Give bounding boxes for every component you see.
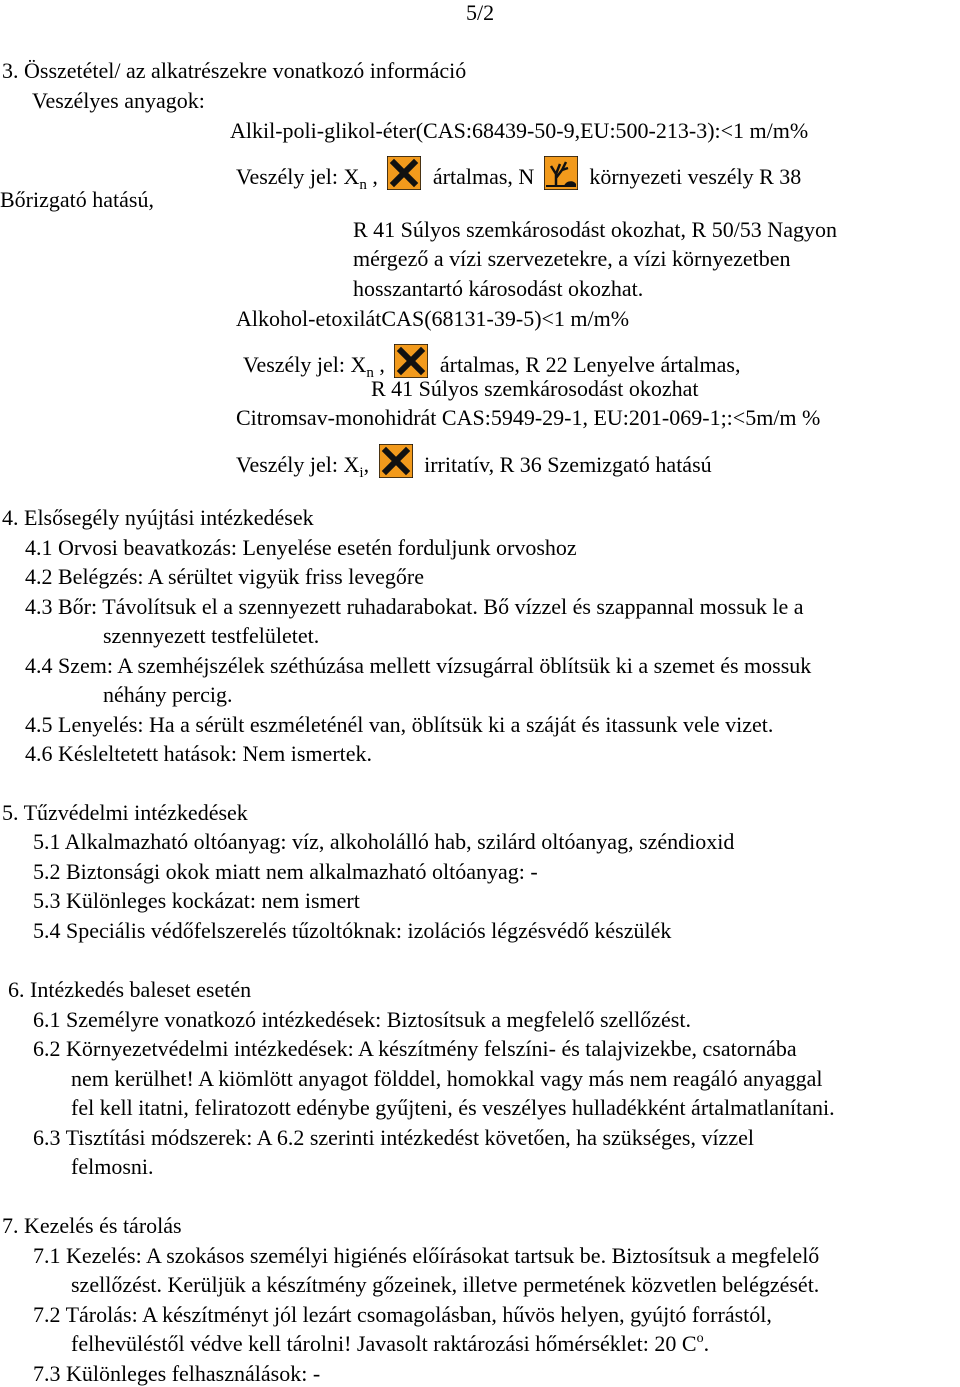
r41-line-3: hosszantartó károsodást okozhat. xyxy=(353,276,644,301)
section-3-subtitle: Veszélyes anyagok: xyxy=(32,88,205,113)
harmful-text: ártalmas, R 22 Lenyelve ártalmas, xyxy=(439,352,741,377)
section-7-storage-temp xyxy=(71,1331,709,1361)
symbol-label: Veszély jel: X xyxy=(236,452,360,477)
symbol-separator: , xyxy=(366,164,378,189)
section-3-title: 3. Összetétel/ az alkatrészekre vonatkozó információ xyxy=(2,58,467,83)
section-7-item: 7.2 Tárolás: A készítményt jól lezárt csomagolásban, hűvös helyen, gyújtó forrástól, xyxy=(33,1302,772,1327)
environment-text: környezeti veszély R 38 xyxy=(589,164,802,189)
harmful-text: ártalmas, N xyxy=(432,164,535,189)
section-7-item-continuation: szellőzést. Kerüljük a készítmény gőzeinek, illetve permetének közvetlen belégzését. xyxy=(71,1272,820,1297)
storage-temp-end: . xyxy=(703,1331,710,1356)
section-6-item: 6.1 Személyre vonatkozó intézkedések: Biztosítsuk a megfelelő szellőzést. xyxy=(33,1007,691,1032)
section-5-item: 5.4 Speciális védőfelszerelés tűzoltóknak: izolációs légzésvédő készülék xyxy=(33,918,672,943)
section-5-item: 5.2 Biztonsági okok miatt nem alkalmazható oltóanyag: - xyxy=(33,859,538,884)
section-6-item-continuation: felmosni. xyxy=(71,1154,154,1179)
symbol-label: Veszély jel: X xyxy=(243,352,367,377)
storage-temp-text: felhevüléstől védve kell tárolni! Javasolt raktározási hőmérséklet: 20 C xyxy=(71,1331,697,1356)
section-6-item: 6.2 Környezetvédelmi intézkedések: A készítmény felszíni- és talajvizekbe, csatornába xyxy=(33,1036,797,1061)
irritant-xi-icon xyxy=(379,444,413,478)
symbol-label: Veszély jel: X xyxy=(236,164,360,189)
section-5-item: 5.1 Alkalmazható oltóanyag: víz, alkoholálló hab, szilárd oltóanyag, széndioxid xyxy=(33,829,735,854)
harmful-xn-icon xyxy=(387,156,421,190)
symbol-separator: , xyxy=(363,452,370,477)
substance-3-symbols xyxy=(236,444,712,481)
section-6-title: 6. Intézkedés baleset esetén xyxy=(8,977,252,1002)
section-4-title: 4. Elsősegély nyújtási intézkedések xyxy=(2,505,314,530)
section-4-item-continuation: néhány percig. xyxy=(103,682,233,707)
section-4-item: 4.3 Bőr: Távolítsuk el a szennyezett ruhadarabokat. Bő vízzel és szappannal mossuk le a xyxy=(25,594,804,619)
substance-3-name: Citromsav-monohidrát CAS:5949-29-1, EU:201-069-1;:<5m/m % xyxy=(236,405,821,430)
substance-1-name: Alkil-poli-glikol-éter(CAS:68439-50-9,EU:500-213-3):<1 m/m% xyxy=(230,118,809,143)
substance-1-symbols xyxy=(236,156,801,193)
section-4-item: 4.4 Szem: A szemhéjszélek széthúzása mellett vízsugárral öblítsük ki a szemet és mossuk xyxy=(25,653,812,678)
symbol-subscript: i xyxy=(359,465,364,481)
section-7-item: 7.1 Kezelés: A szokásos személyi higiénés előírásokat tartsuk be. Biztosítsuk a megfelelő xyxy=(33,1243,820,1268)
environment-hazard-icon xyxy=(544,156,578,190)
section-4-item: 4.2 Belégzés: A sérültet vigyük friss levegőre xyxy=(25,564,424,589)
harmful-xn-icon xyxy=(394,344,428,378)
section-5-item: 5.3 Különleges kockázat: nem ismert xyxy=(33,888,360,913)
symbol-subscript: n xyxy=(366,365,374,381)
substance-2-r41: R 41 Súlyos szemkárosodást okozhat xyxy=(371,376,699,401)
section-4-item: 4.5 Lenyelés: Ha a sérült eszméleténél van, öblítsük ki a száját és itassunk vele vizet. xyxy=(25,712,774,737)
skin-irritant-text: Bőrizgató hatású, xyxy=(0,187,154,212)
section-4-item: 4.6 Késleltetett hatások: Nem ismertek. xyxy=(25,741,373,766)
symbol-subscript: n xyxy=(359,177,367,193)
section-7-title: 7. Kezelés és tárolás xyxy=(2,1213,182,1238)
irritant-text: irritatív, R 36 Szemizgató hatású xyxy=(424,452,712,477)
symbol-separator: , xyxy=(373,352,385,377)
degree-superscript: o xyxy=(696,1331,704,1346)
section-6-item-continuation: nem kerülhet! A kiömlött anyagot földdel, homokkal vagy más nem reagáló anyaggal xyxy=(71,1066,823,1091)
page-number: 5/2 xyxy=(466,0,495,25)
substance-2-name: Alkohol-etoxilátCAS(68131-39-5)<1 m/m% xyxy=(236,306,630,331)
section-6-item-continuation: fel kell itatni, feliratozott edénybe gyűjteni, és veszélyes hulladékként ártalmatlanítani. xyxy=(71,1095,835,1120)
section-7-item: 7.3 Különleges felhasználások: - xyxy=(33,1361,321,1386)
r41-line-1: R 41 Súlyos szemkárosodást okozhat, R 50/53 Nagyon xyxy=(353,217,837,242)
r41-line-2: mérgező a vízi szervezetekre, a vízi környezetben xyxy=(353,246,791,271)
section-4-item: 4.1 Orvosi beavatkozás: Lenyelése esetén forduljunk orvoshoz xyxy=(25,535,577,560)
section-6-item: 6.3 Tisztítási módszerek: A 6.2 szerinti intézkedést követően, ha szükséges, vízzel xyxy=(33,1125,754,1150)
section-5-title: 5. Tűzvédelmi intézkedések xyxy=(2,800,248,825)
section-4-item-continuation: szennyezett testfelületet. xyxy=(103,623,320,648)
